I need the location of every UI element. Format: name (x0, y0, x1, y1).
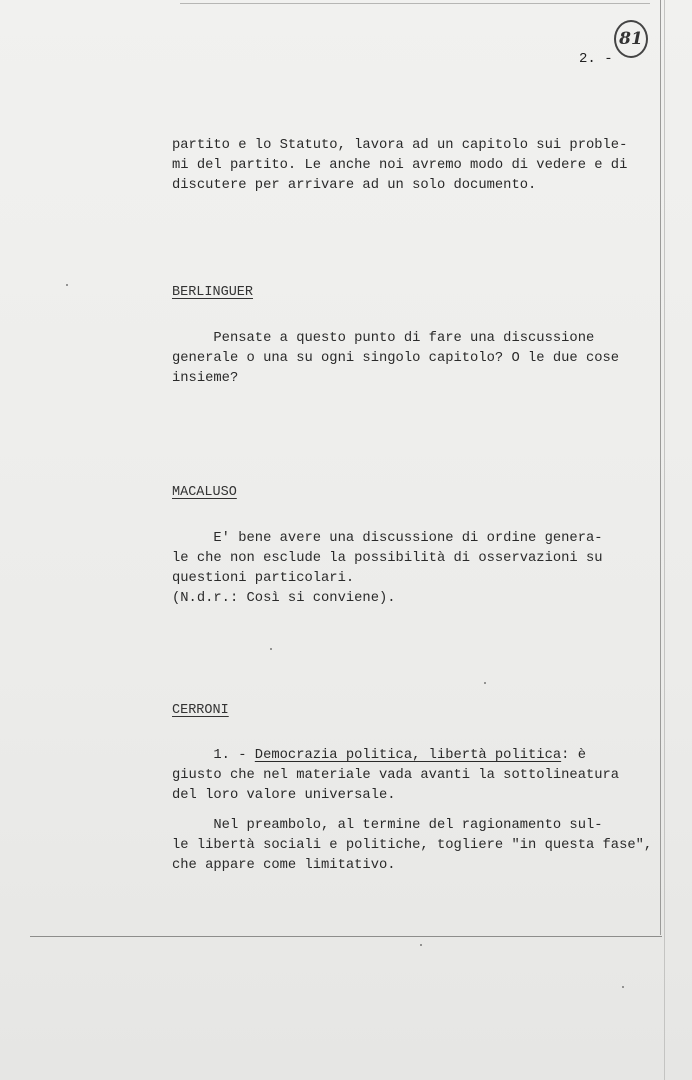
scan-speck (66, 284, 68, 286)
scan-speck (622, 986, 624, 988)
page-top-edge (180, 3, 650, 4)
intro-line-3: discutere per arrivare ad un solo documento. (172, 178, 537, 193)
intro-line-1: partito e lo Statuto, lavora ad un capitolo sui proble- (172, 138, 628, 153)
scan-speck (484, 682, 486, 684)
item-number: 1. - (172, 748, 255, 763)
speaker-berlinguer: BERLINGUER (172, 285, 254, 300)
archive-stamp: 81 (614, 20, 648, 58)
scan-speck (270, 648, 272, 650)
scan-speck (420, 944, 422, 946)
speaker-macaluso: MACALUSO (172, 485, 237, 500)
berlinguer-line-3: insieme? (172, 371, 239, 386)
page-right-edge-shadow (664, 0, 665, 1080)
macaluso-line-3: questioni particolari. (172, 571, 355, 586)
item-heading-suffix: : è (561, 748, 586, 763)
item-heading: Democrazia politica, libertà politica (254, 748, 562, 763)
cerroni-para2-line-2: le libertà sociali e politiche, togliere "in questa fase", (172, 838, 653, 853)
cerroni-line-3: del loro valore universale. (172, 788, 396, 803)
page-right-edge (660, 0, 661, 935)
macaluso-line-4: (N.d.r.: Così si conviene). (172, 591, 396, 606)
intro-line-2: mi del partito. Le anche noi avremo modo di vedere e di (172, 158, 628, 173)
cerroni-line-2: giusto che nel materiale vada avanti la sottolineatura (172, 768, 620, 783)
page-fold-line (30, 936, 662, 937)
cerroni-para2-line-3: che appare come limitativo. (172, 858, 396, 873)
cerroni-para2-line-1: Nel preambolo, al termine del ragionamento sul- (172, 818, 603, 833)
macaluso-line-1: E' bene avere una discussione di ordine genera- (172, 531, 603, 546)
berlinguer-line-2: generale o una su ogni singolo capitolo? O le due cose (172, 351, 620, 366)
page-number: 2. - (579, 51, 613, 67)
macaluso-line-2: le che non esclude la possibilità di osservazioni su (172, 551, 603, 566)
cerroni-item-line (172, 746, 586, 766)
berlinguer-line-1: Pensate a questo punto di fare una discussione (172, 331, 595, 346)
speaker-cerroni: CERRONI (172, 703, 229, 718)
